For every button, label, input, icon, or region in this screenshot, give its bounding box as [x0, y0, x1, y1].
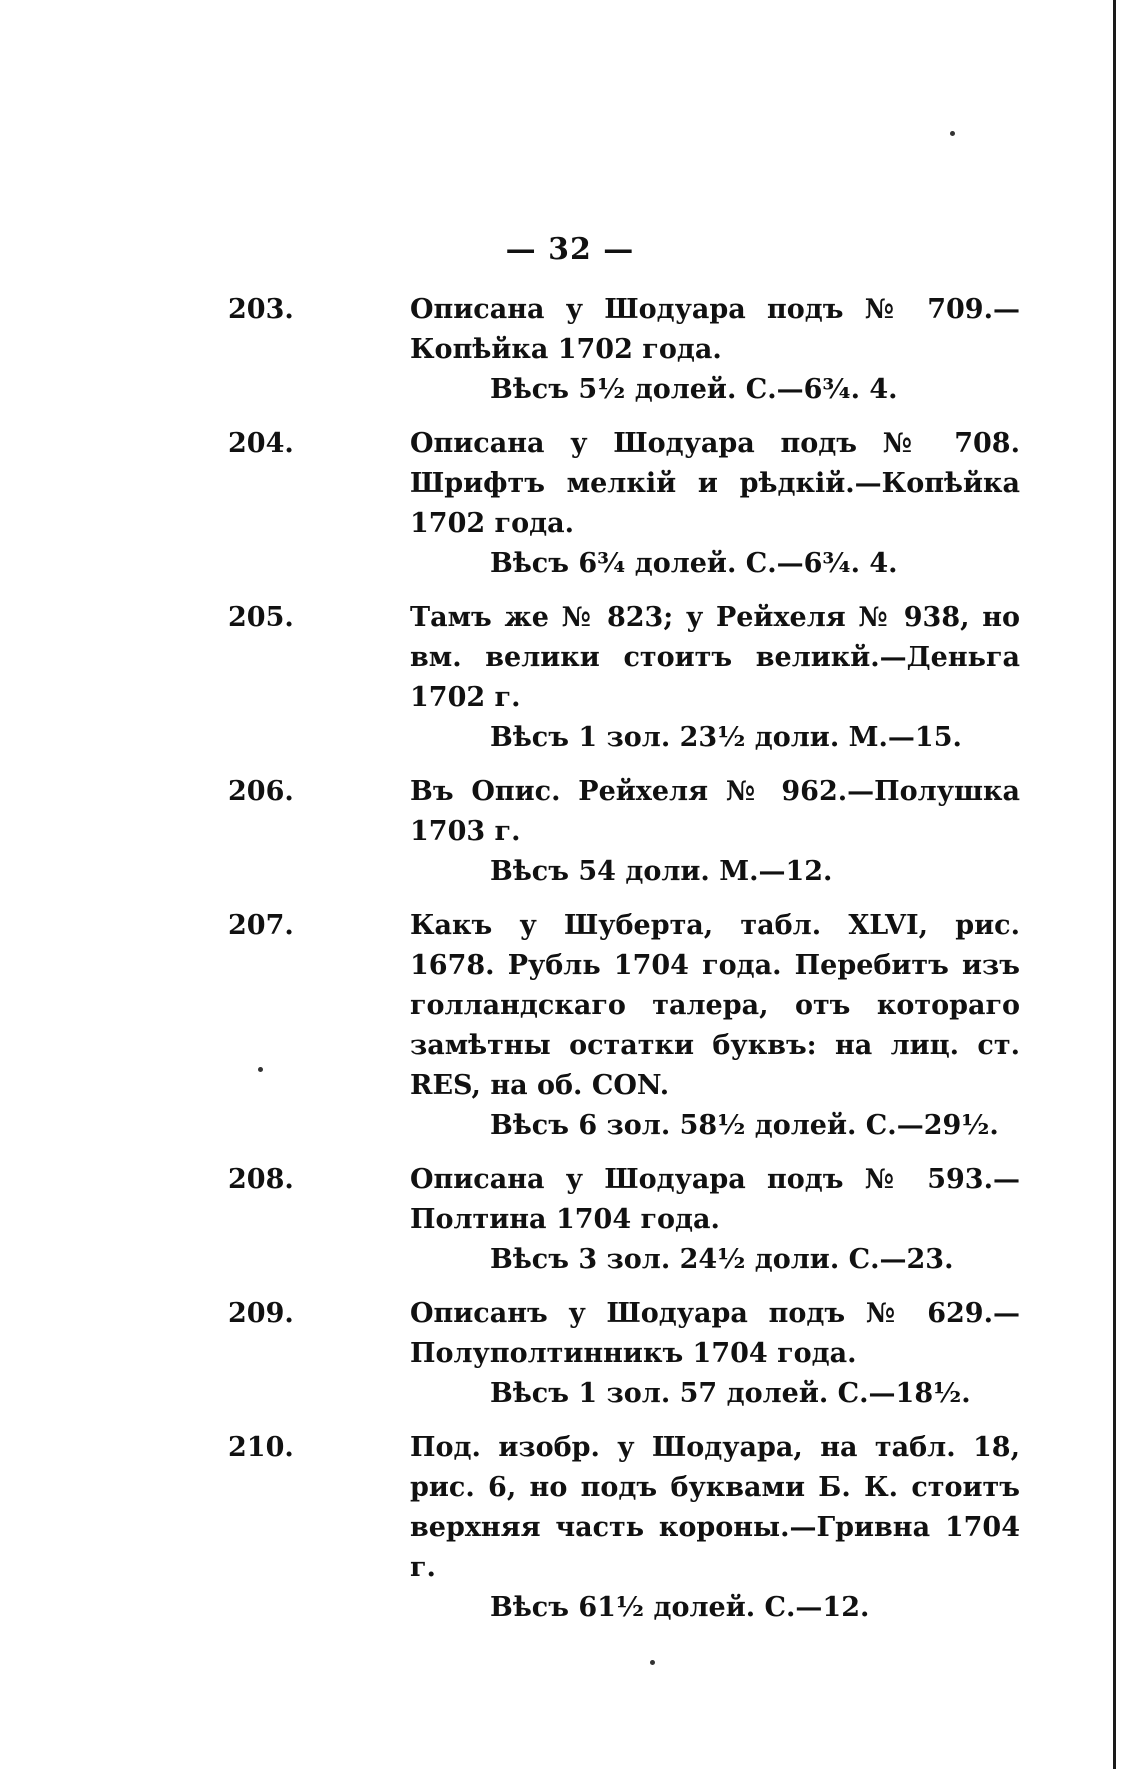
entry-description: Какъ у Шуберта, табл. XLVI, рис. 1678. Рубль 1704 года. Перебитъ изъ голландскаго талера, отъ котораго замѣтны остатки буквъ: на лиц. ст. RES, на об. CON.	[410, 910, 1020, 1101]
entry-weight: Вѣсъ 6¾ долей. С.—6¾. 4.	[490, 548, 898, 579]
entry-number: 208.	[228, 1164, 294, 1195]
catalog-entry	[228, 772, 1020, 892]
entry-weight: Вѣсъ 3 зол. 24½ доли. С.—23.	[490, 1244, 954, 1275]
entry-number: 210.	[228, 1432, 294, 1463]
entry-description: Въ Опис. Рейхеля № 962.—Полушка 1703 г.	[410, 776, 1020, 847]
entry-weight: Вѣсъ 54 доли. М.—12.	[490, 856, 833, 887]
entry-description: Описанъ у Шодуара подъ № 629.—Полуполтинникъ 1704 года.	[410, 1298, 1020, 1369]
catalog-entry	[228, 1428, 1020, 1628]
catalog-entry	[228, 598, 1020, 758]
entry-weight: Вѣсъ 1 зол. 57 долей. С.—18½.	[490, 1378, 971, 1409]
ink-speck	[650, 1660, 655, 1665]
entry-number: 205.	[228, 602, 294, 633]
ink-speck	[258, 1067, 263, 1072]
entry-weight: Вѣсъ 1 зол. 23½ доли. М.—15.	[490, 722, 962, 753]
page-number: — 32 —	[505, 232, 635, 267]
entry-description: Описана у Шодуара подъ № 593.—Полтина 1704 года.	[410, 1164, 1020, 1235]
entry-weight: Вѣсъ 61½ долей. С.—12.	[490, 1592, 870, 1623]
catalog-entry	[228, 1160, 1020, 1280]
entry-number: 209.	[228, 1298, 294, 1329]
catalog-entries	[228, 290, 1020, 1642]
entry-description: Под. изобр. у Шодуара, на табл. 18, рис. 6, но подъ буквами Б. К. стоитъ верхняя часть короны.—Гривна 1704 г.	[410, 1432, 1020, 1583]
entry-number: 207.	[228, 910, 294, 941]
entry-description: Описана у Шодуара подъ № 709.—Копѣйка 1702 года.	[410, 294, 1020, 365]
entry-number: 204.	[228, 428, 294, 459]
catalog-entry	[228, 290, 1020, 410]
entry-number: 206.	[228, 776, 294, 807]
entry-description: Описана у Шодуара подъ № 708. Шрифтъ мелкій и рѣдкій.—Копѣйка 1702 года.	[410, 428, 1020, 539]
catalog-entry	[228, 1294, 1020, 1414]
entry-description: Тамъ же № 823; у Рейхеля № 938, но вм. велики стоитъ великй.—Деньга 1702 г.	[410, 602, 1020, 713]
entry-weight: Вѣсъ 6 зол. 58½ долей. С.—29½.	[490, 1110, 999, 1141]
catalog-entry	[228, 424, 1020, 584]
catalog-entry	[228, 906, 1020, 1146]
entry-number: 203.	[228, 294, 294, 325]
ink-speck	[950, 131, 955, 136]
entry-weight: Вѣсъ 5½ долей. С.—6¾. 4.	[490, 374, 898, 405]
